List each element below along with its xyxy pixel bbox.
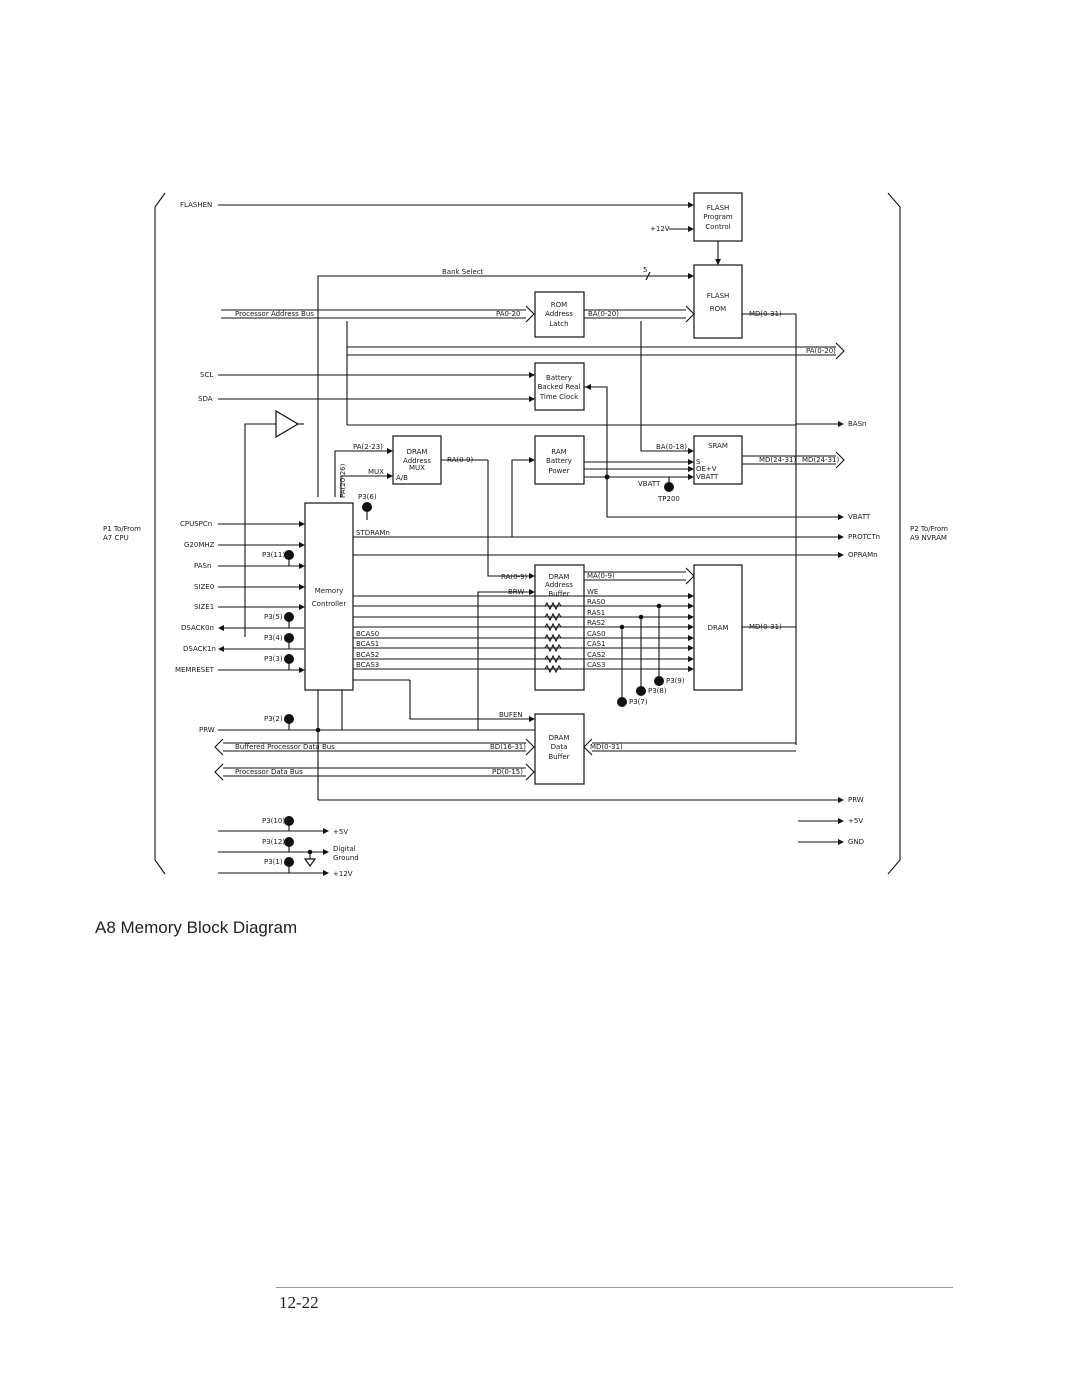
s-label: S bbox=[696, 458, 701, 466]
proc-addr-bus-label: Processor Address Bus bbox=[235, 310, 314, 318]
scl-label: SCL bbox=[200, 371, 214, 379]
dram-mux-label-1: DRAM bbox=[406, 448, 428, 456]
ground-symbol-icon bbox=[305, 859, 315, 866]
dsack0n-label: DSACK0n bbox=[181, 624, 214, 632]
plus12v-b-label: +12V bbox=[333, 870, 353, 878]
pa0-20-out-label: PA(0-20) bbox=[806, 347, 836, 355]
p3-3-label: P3(3) bbox=[264, 655, 283, 663]
memreset-label: MEMRESET bbox=[175, 666, 214, 674]
vbatt-out-label: VBATT bbox=[848, 513, 871, 521]
vbatt-node bbox=[605, 475, 610, 480]
brw-label: BRW bbox=[508, 588, 525, 596]
rtc-label-3: Time Clock bbox=[539, 393, 579, 401]
digital-label: Digital bbox=[333, 845, 356, 853]
md0-31b-label: MD(0-31) bbox=[749, 623, 782, 631]
cpuspcn-label: CPUSPCn bbox=[180, 520, 213, 528]
p3-4-label: P3(4) bbox=[264, 634, 283, 642]
p3-8-dot bbox=[636, 686, 646, 696]
pa-out-bus-head bbox=[836, 343, 844, 359]
ras2-label: RAS2 bbox=[587, 619, 606, 627]
rom-latch-label-3: Latch bbox=[549, 320, 569, 328]
p3-11-label: P3(11) bbox=[262, 551, 286, 559]
ab-label: A/B bbox=[396, 474, 408, 482]
data-buf-label-2: Data bbox=[550, 743, 568, 751]
pasn-label: PASn bbox=[194, 562, 212, 570]
prw-label: PRW bbox=[199, 726, 215, 734]
triangle-in-wire bbox=[245, 424, 276, 637]
page-number: 12-22 bbox=[279, 1293, 319, 1312]
ba-bus-head bbox=[686, 306, 694, 322]
gnd-out-label: GND bbox=[848, 838, 865, 846]
we-label: WE bbox=[587, 588, 599, 596]
p3-2-label: P3(2) bbox=[264, 715, 283, 723]
md0-31-label: MD(0-31) bbox=[749, 310, 782, 318]
stdramn-label: STDRAMn bbox=[356, 529, 390, 537]
p3-9-junction bbox=[657, 604, 662, 609]
p3-8-junction bbox=[639, 615, 644, 620]
dram-mux-label-2: Address bbox=[403, 457, 431, 465]
proc-data-bus-head-left bbox=[215, 764, 223, 780]
prw-out-label: PRW bbox=[848, 796, 864, 804]
ground-label: Ground bbox=[333, 854, 359, 862]
flash-rom-label-1: FLASH bbox=[706, 292, 730, 300]
addr-buf-label-1: DRAM bbox=[548, 573, 570, 581]
figure-caption: A8 Memory Block Diagram bbox=[95, 918, 298, 937]
ba0-20-label: BA(0-20) bbox=[588, 310, 619, 318]
p3-9-label: P3(9) bbox=[666, 677, 685, 685]
mem-ctrl-label-1: Memory bbox=[314, 587, 344, 595]
cas0-label: CAS0 bbox=[587, 630, 606, 638]
plus5v-out-label: +5V bbox=[848, 817, 864, 825]
cas3-label: CAS3 bbox=[587, 661, 606, 669]
basn-label: BASn bbox=[848, 420, 867, 428]
ra0-9b-label: RA(0-9) bbox=[501, 573, 528, 581]
p3-5-label: P3(5) bbox=[264, 613, 283, 621]
control-lines bbox=[353, 596, 693, 669]
ma-bus-head bbox=[686, 568, 694, 584]
vbatt-label: VBATT bbox=[638, 480, 661, 488]
bcas0-label: BCAS0 bbox=[356, 630, 380, 638]
md24-31-label: MD(24-31) bbox=[759, 456, 797, 464]
tp200-label: TP200 bbox=[658, 495, 680, 503]
ma0-9-label: MA(0-9) bbox=[587, 572, 615, 580]
proc-data-bus-label: Processor Data Bus bbox=[235, 768, 303, 776]
addr-buf-label-2: Address bbox=[545, 581, 573, 589]
flash-program-label-1: FLASH bbox=[706, 204, 730, 212]
mux-label: MUX bbox=[368, 468, 384, 476]
flash-rom-label-2: ROM bbox=[709, 305, 727, 313]
p3-9-dot bbox=[654, 676, 664, 686]
rtc-to-ram-power-wire bbox=[584, 387, 796, 517]
memory-controller-block bbox=[305, 503, 353, 690]
pd0-15-label: PD(0-15) bbox=[492, 768, 523, 776]
pa20-26-label: PA(20-26) bbox=[339, 463, 347, 498]
gnd-junction bbox=[308, 850, 313, 855]
footer-rule bbox=[276, 1287, 953, 1288]
buf-data-bus-head-left bbox=[215, 739, 223, 755]
right-connector-label-2: A9 NVRAM bbox=[910, 534, 947, 542]
dram-label: DRAM bbox=[707, 624, 729, 632]
addr-buf-label-3: Buffer bbox=[548, 590, 570, 598]
bcas3-label: BCAS3 bbox=[356, 661, 380, 669]
left-connector-label-1: P1 To/From bbox=[103, 525, 141, 533]
opramn-label: OPRAMn bbox=[848, 551, 878, 559]
flash-rom-block bbox=[694, 265, 742, 338]
pa0-20-label: PA0-20 bbox=[496, 310, 521, 318]
md24-31-out-label: MD(24-31) bbox=[802, 456, 840, 464]
flashen-label: FLASHEN bbox=[180, 201, 213, 209]
ram-power-label-3: Power bbox=[548, 467, 570, 475]
ras0-label: RAS0 bbox=[587, 598, 606, 606]
proc-addr-bus-head bbox=[526, 306, 534, 322]
p3-8-label: P3(8) bbox=[648, 687, 667, 695]
ram-power-label-1: RAM bbox=[551, 448, 567, 456]
left-connector-bracket bbox=[155, 193, 165, 874]
bank-select-label: Bank Select bbox=[442, 268, 484, 276]
bd16-31-label: BD(16-31) bbox=[490, 743, 526, 751]
size0-label: SIZE0 bbox=[194, 583, 215, 591]
dsack1n-label: DSACK1n bbox=[183, 645, 216, 653]
plus5v-label: +5V bbox=[333, 828, 349, 836]
plus12v-flash-label: +12V bbox=[650, 225, 670, 233]
p3-12-label: P3(12) bbox=[262, 838, 286, 846]
brw-wire bbox=[478, 592, 534, 730]
p3-10-label: P3(10) bbox=[262, 817, 286, 825]
sda-label: SDA bbox=[198, 395, 213, 403]
buf-data-bus-label: Buffered Processor Data Bus bbox=[235, 743, 335, 751]
ram-power-label-2: Battery bbox=[546, 457, 572, 465]
bank-select-width: 5 bbox=[643, 266, 648, 274]
ra0-9-label: RA(0-9) bbox=[447, 456, 474, 464]
buffer-triangle bbox=[276, 411, 298, 437]
p3-6-label: P3(6) bbox=[358, 493, 377, 501]
vbatt-pin-label: VBATT bbox=[696, 473, 719, 481]
oev-label: OE+V bbox=[696, 465, 717, 473]
ba0-18-wire bbox=[641, 321, 693, 451]
pa2-23-label: PA(2-23) bbox=[353, 443, 383, 451]
prw-junction bbox=[316, 728, 321, 733]
size1-label: SIZE1 bbox=[194, 603, 215, 611]
p3-6-dot bbox=[362, 502, 372, 512]
ras1-label: RAS1 bbox=[587, 609, 606, 617]
stdramn-to-ram-power bbox=[512, 460, 534, 537]
proc-data-bus-head-right bbox=[526, 764, 534, 780]
bufen-label: BUFEN bbox=[499, 711, 523, 719]
left-connector-label-2: A7 CPU bbox=[103, 534, 129, 542]
right-connector-bracket bbox=[888, 193, 900, 874]
p3-7-dot bbox=[617, 697, 627, 707]
rtc-label-1: Battery bbox=[546, 374, 572, 382]
cas1-label: CAS1 bbox=[587, 640, 606, 648]
flash-program-label-3: Control bbox=[705, 223, 731, 231]
p3-7-label: P3(7) bbox=[629, 698, 648, 706]
bcas2-label: BCAS2 bbox=[356, 651, 380, 659]
md0-31c-label: MD(0-31) bbox=[590, 743, 623, 751]
g20mhz-label: G20MHZ bbox=[184, 541, 215, 549]
bcas1-label: BCAS1 bbox=[356, 640, 380, 648]
protctn-label: PROTCTn bbox=[848, 533, 881, 541]
p3-7-junction bbox=[620, 625, 625, 630]
flash-program-label-2: Program bbox=[703, 213, 733, 221]
ba0-18-label: BA(0-18) bbox=[656, 443, 687, 451]
buf-data-bus-head-right bbox=[526, 739, 534, 755]
rtc-label-2: Backed Real bbox=[537, 383, 581, 391]
mem-ctrl-label-2: Controller bbox=[311, 600, 347, 608]
rom-latch-label-1: ROM bbox=[550, 301, 568, 309]
data-buf-label-1: DRAM bbox=[548, 734, 570, 742]
rom-latch-label-2: Address bbox=[545, 310, 573, 318]
sram-label: SRAM bbox=[708, 442, 728, 450]
dram-mux-label-3: MUX bbox=[409, 464, 425, 472]
right-connector-label-1: P2 To/From bbox=[910, 525, 948, 533]
cas2-label: CAS2 bbox=[587, 651, 606, 659]
data-buf-label-3: Buffer bbox=[548, 753, 570, 761]
p3-1-label: P3(1) bbox=[264, 858, 283, 866]
ra-down-wire bbox=[488, 460, 534, 576]
